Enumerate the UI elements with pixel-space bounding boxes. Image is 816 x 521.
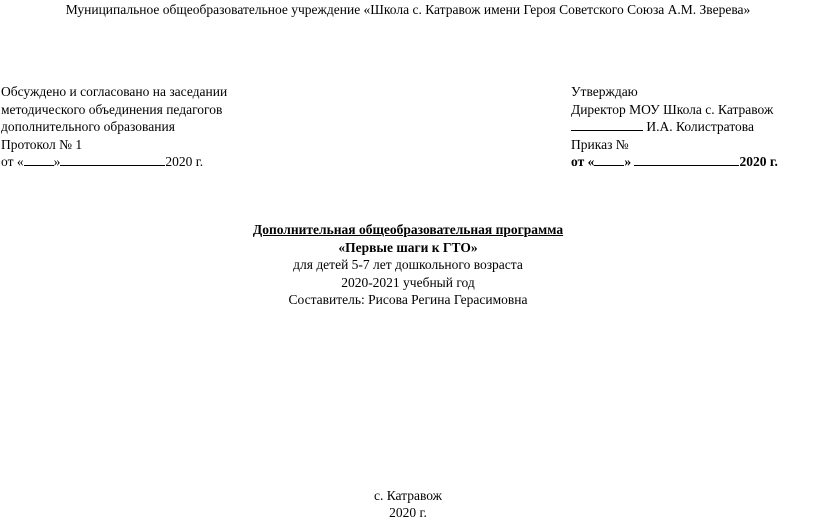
footer-place: с. Катравож — [373, 488, 443, 503]
institution-name: Муниципальное общеобразовательное учреждение «Школа с. Катравож имени Героя Советского Союза А.М. Зверева» — [65, 2, 751, 17]
approved-signature — [571, 118, 778, 136]
footer-block — [0, 487, 816, 521]
agreed-line-3: дополнительного образования — [1, 119, 175, 134]
program-block — [0, 221, 816, 309]
approved-date-prefix: от « — [571, 154, 595, 169]
director-name: И.А. Колистратова — [646, 119, 754, 134]
protocol-number: Протокол № 1 — [1, 136, 83, 152]
month-blank — [634, 153, 739, 166]
approved-block — [571, 83, 778, 171]
day-blank — [24, 153, 54, 166]
program-name: «Первые шаги к ГТО» — [338, 239, 478, 255]
agreed-date-suffix: 2020 г. — [165, 154, 204, 169]
program-title: Дополнительная общеобразовательная программа — [252, 222, 564, 237]
agreed-date-prefix: от « — [1, 154, 24, 169]
approved-date — [571, 153, 778, 171]
agreed-date-mid: » — [53, 154, 61, 169]
program-year: 2020-2021 учебный год — [341, 274, 475, 290]
approved-line-2: Директор МОУ Школа с. Катравож — [571, 101, 774, 117]
program-audience: для детей 5-7 лет дошкольного возраста — [293, 257, 523, 272]
approved-date-suffix: 2020 г. — [739, 154, 778, 169]
order-number: Приказ № — [571, 136, 629, 152]
agreed-date — [1, 153, 227, 171]
approved-line-1: Утверждаю — [571, 84, 638, 99]
month-blank — [60, 153, 165, 166]
agreed-line-1: Обсуждено и согласовано на заседании — [1, 84, 228, 99]
program-author: Составитель: Рисова Регина Герасимовна — [288, 292, 528, 307]
footer-year: 2020 г. — [389, 505, 427, 520]
agreed-block — [1, 83, 227, 171]
signature-blank — [571, 118, 643, 131]
day-blank — [594, 153, 624, 166]
approved-date-mid: » — [624, 154, 632, 169]
agreed-line-2: методического объединения педагогов — [1, 101, 223, 117]
